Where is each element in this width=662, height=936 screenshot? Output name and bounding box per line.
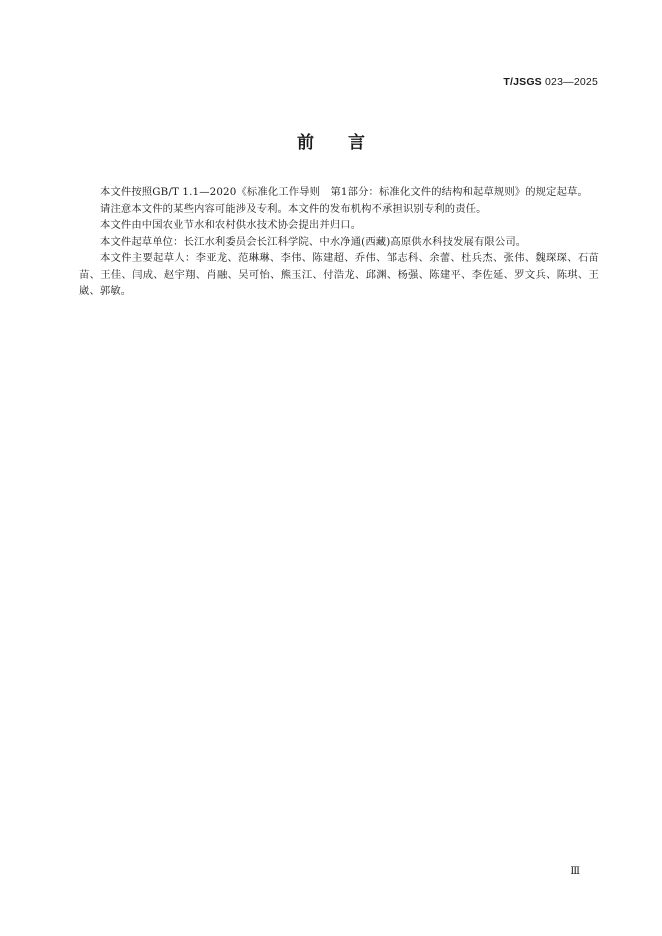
standard-code <box>503 76 598 88</box>
section-title: 前言 <box>297 133 399 153</box>
standard-code-prefix: T/JSGS <box>503 76 542 88</box>
paragraph-drafters: 本文件主要起草人：李亚龙、范琳琳、李伟、陈建超、乔伟、邹志科、余蕾、杜兵杰、张伟、魏琛琛、石苗苗、王佳、闫成、赵宇翔、肖融、吴可怡、熊玉江、付浩龙、邱渊、杨强、陈建平、李佐延、罗文兵、陈琪、王崴、郭敏。 <box>79 252 599 297</box>
page-number: Ⅲ <box>570 866 580 877</box>
foreword-body <box>79 184 599 300</box>
paragraph-proposer: 本文件由中国农业节水和农村供水技术协会提出并归口。 <box>100 219 362 231</box>
standard-code-number: 023—2025 <box>541 76 598 88</box>
paragraph-patent-notice: 请注意本文件的某些内容可能涉及专利。本文件的发布机构不承担识别专利的责任。 <box>100 202 487 215</box>
paragraph-drafting-units: 本文件起草单位：长江水利委员会长江科学院、中水净通(西藏)高原供水科技发展有限公司。 <box>100 235 527 248</box>
paragraph-drafting-rules: 本文件按照GB/T 1.1—2020《标准化工作导则 第1部分：标准化文件的结构和起草规则》的规定起草。 <box>100 186 588 198</box>
